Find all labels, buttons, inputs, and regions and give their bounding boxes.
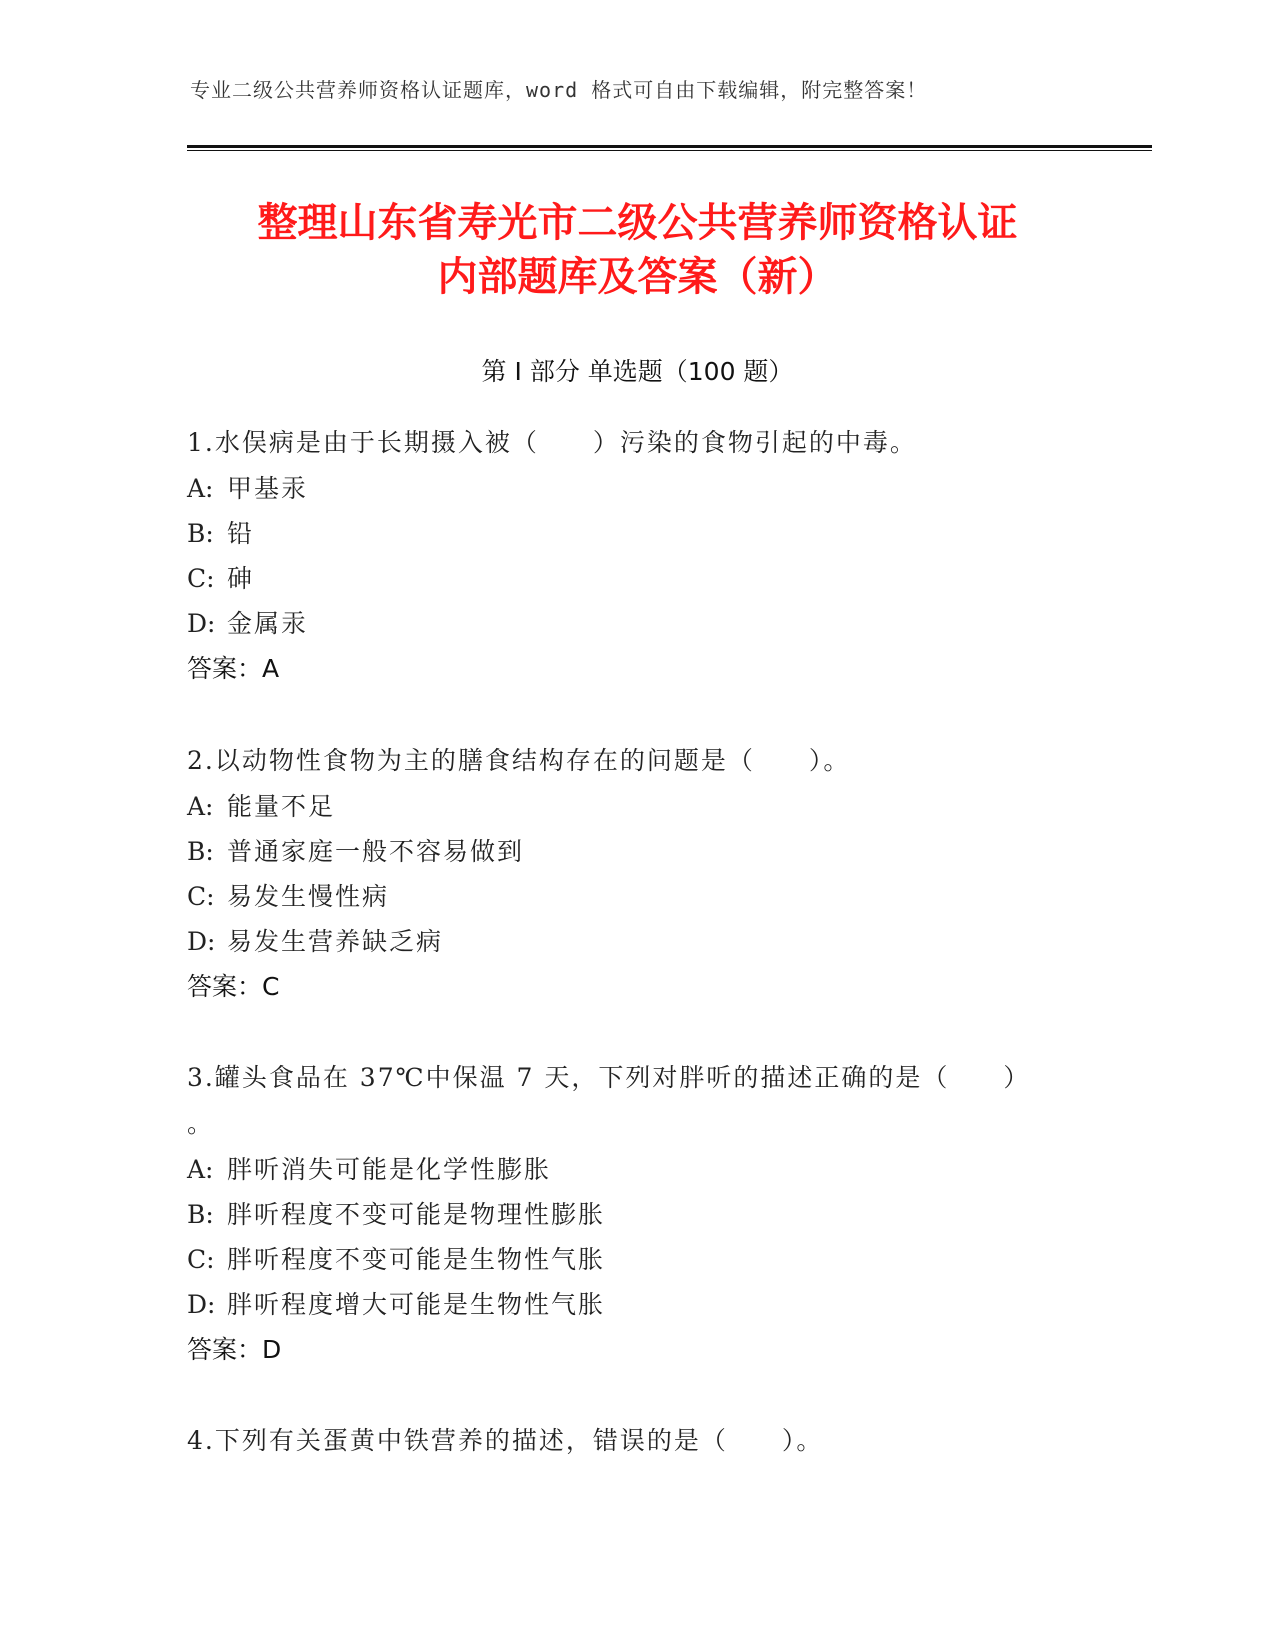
option-d — [187, 1282, 1087, 1327]
option-text: 胖听程度不变可能是生物性气胀 — [227, 1245, 606, 1274]
option-text: 甲基汞 — [227, 474, 309, 503]
option-b — [187, 829, 1087, 874]
option-letter: B: — [187, 1200, 214, 1229]
question-stem: 2.以动物性食物为主的膳食结构存在的问题是（ ）。 — [187, 746, 851, 775]
option-text: 铅 — [227, 519, 255, 548]
option-text: 普通家庭一般不容易做到 — [227, 837, 525, 866]
option-c — [187, 874, 1087, 919]
option-b — [187, 1192, 1087, 1237]
question-stem-continuation: 。 — [187, 1109, 213, 1138]
question-stem: 1.水俣病是由于长期摄入被（ ）污染的食物引起的中毒。 — [187, 428, 917, 457]
option-letter: A: — [187, 474, 214, 503]
option-b — [187, 511, 1087, 556]
option-letter: B: — [187, 519, 214, 548]
question-4 — [187, 1418, 1087, 1464]
answer-label: 答案：D — [187, 1335, 282, 1364]
option-text: 砷 — [227, 564, 255, 593]
option-letter: A: — [187, 1155, 214, 1184]
option-letter: D: — [187, 609, 216, 638]
option-a — [187, 1147, 1087, 1192]
document-title — [120, 196, 1155, 304]
option-text: 金属汞 — [227, 609, 309, 638]
option-a — [187, 466, 1087, 511]
option-c — [187, 556, 1087, 601]
question-1 — [187, 420, 1087, 692]
option-letter: C: — [187, 1245, 215, 1274]
document-title-line-2: 内部题库及答案（新） — [437, 254, 838, 300]
option-letter: C: — [187, 882, 215, 911]
option-letter: A: — [187, 792, 214, 821]
answer-label: 答案：A — [187, 654, 280, 683]
option-letter: D: — [187, 1290, 216, 1319]
question-3 — [187, 1055, 1087, 1373]
option-d — [187, 919, 1087, 964]
page-header-text: 专业二级公共营养师资格认证题库，word 格式可自由下载编辑，附完整答案！ — [190, 78, 928, 102]
section-heading: 第 I 部分 单选题（100 题） — [481, 357, 794, 386]
question-stem: 4.下列有关蛋黄中铁营养的描述，错误的是（ ）。 — [187, 1426, 824, 1455]
option-text: 能量不足 — [227, 792, 336, 821]
option-text: 胖听程度不变可能是物理性膨胀 — [227, 1200, 606, 1229]
option-c — [187, 1237, 1087, 1282]
option-text: 胖听程度增大可能是生物性气胀 — [227, 1290, 606, 1319]
option-d — [187, 601, 1087, 646]
option-text: 胖听消失可能是化学性膨胀 — [227, 1155, 552, 1184]
header-rule-thick — [187, 145, 1152, 148]
answer-label: 答案：C — [187, 972, 280, 1001]
option-letter: C: — [187, 564, 215, 593]
header-rule-thin — [187, 150, 1152, 151]
option-a — [187, 784, 1087, 829]
question-stem: 3.罐头食品在 37℃中保温 7 天，下列对胖听的描述正确的是（ ） — [187, 1063, 1031, 1092]
option-text: 易发生营养缺乏病 — [227, 927, 444, 956]
option-letter: B: — [187, 837, 214, 866]
option-text: 易发生慢性病 — [227, 882, 390, 911]
document-title-line-1: 整理山东省寿光市二级公共营养师资格认证 — [257, 200, 1018, 246]
question-2 — [187, 738, 1087, 1010]
option-letter: D: — [187, 927, 216, 956]
